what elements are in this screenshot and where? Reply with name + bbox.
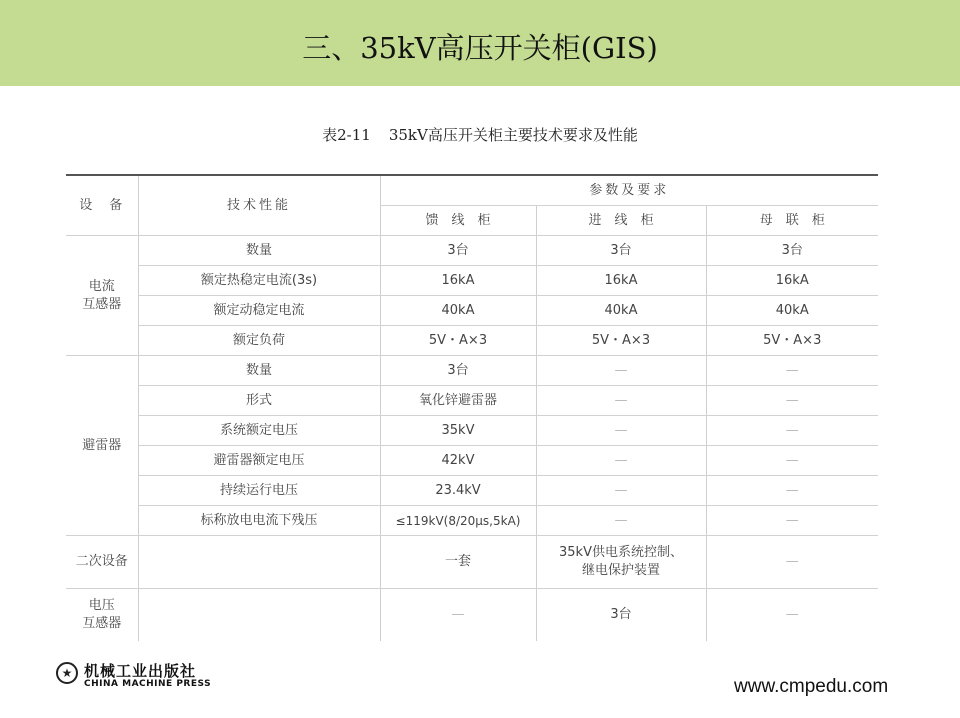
value-cell: — — [706, 416, 878, 446]
feature-cell — [138, 589, 380, 642]
table-row — [66, 236, 878, 266]
feature-cell — [138, 536, 380, 589]
feature-cell: 持续运行电压 — [138, 476, 380, 506]
publisher-url[interactable]: www.cmpedu.com — [734, 676, 889, 697]
table-caption — [0, 124, 960, 145]
value-cell: 35kV — [380, 416, 536, 446]
feature-cell: 系统额定电压 — [138, 416, 380, 446]
value-cell: 16kA — [706, 266, 878, 296]
feature-cell: 数量 — [138, 356, 380, 386]
table-row — [66, 536, 878, 589]
header-buscoupler: 母 联 柜 — [706, 206, 878, 236]
value-cell: — — [706, 446, 878, 476]
value-cell: 氧化锌避雷器 — [380, 386, 536, 416]
value-cell: — — [706, 506, 878, 536]
publisher-name-en: CHINA MACHINE PRESS — [84, 679, 212, 689]
feature-cell: 额定负荷 — [138, 326, 380, 356]
value-cell: — — [536, 476, 706, 506]
publisher-name-cn: 机械工业出版社 — [84, 662, 197, 680]
value-cell: 42kV — [380, 446, 536, 476]
value-cell: 16kA — [536, 266, 706, 296]
value-cell: 40kA — [536, 296, 706, 326]
table-row — [66, 326, 878, 356]
header-feature: 技术性能 — [138, 175, 380, 236]
group-voltage-transformer: 电压 互感器 — [66, 589, 138, 642]
table-row — [66, 386, 878, 416]
value-cell: — — [706, 536, 878, 589]
table-row — [66, 296, 878, 326]
group-current-transformer: 电流 互感器 — [66, 236, 138, 356]
table-row — [66, 446, 878, 476]
value-cell: — — [536, 386, 706, 416]
value-cell: 3台 — [536, 236, 706, 266]
table-number: 表2-11 — [322, 126, 371, 144]
header-feeder: 馈 线 柜 — [380, 206, 536, 236]
spec-table — [66, 174, 878, 641]
feature-cell: 数量 — [138, 236, 380, 266]
value-cell: 5V・A×3 — [706, 326, 878, 356]
value-cell: — — [536, 446, 706, 476]
publisher-emblem-icon: ★ — [56, 662, 78, 684]
header-params: 参数及要求 — [380, 175, 878, 206]
feature-cell: 标称放电电流下残压 — [138, 506, 380, 536]
value-cell: — — [536, 506, 706, 536]
value-cell: 3台 — [380, 236, 536, 266]
table-row — [66, 476, 878, 506]
value-cell: 3台 — [380, 356, 536, 386]
value-cell: ≤119kV(8/20μs,5kA) — [380, 506, 536, 536]
value-cell: — — [706, 356, 878, 386]
value-cell: — — [706, 386, 878, 416]
value-cell: — — [706, 476, 878, 506]
value-cell: — — [706, 589, 878, 642]
table-caption-text: 35kV高压开关柜主要技术要求及性能 — [388, 126, 638, 144]
table-header-row — [66, 175, 878, 206]
value-cell: 5V・A×3 — [380, 326, 536, 356]
value-cell: 23.4kV — [380, 476, 536, 506]
feature-cell: 额定动稳定电流 — [138, 296, 380, 326]
value-cell: — — [536, 416, 706, 446]
value-cell: 35kV供电系统控制、 继电保护装置 — [536, 536, 706, 589]
header-device: 设 备 — [66, 175, 138, 236]
feature-cell: 额定热稳定电流(3s) — [138, 266, 380, 296]
table-row — [66, 356, 878, 386]
table-row — [66, 266, 878, 296]
title-bar — [0, 0, 960, 86]
feature-cell: 形式 — [138, 386, 380, 416]
table-row — [66, 506, 878, 536]
group-secondary-equipment: 二次设备 — [66, 536, 138, 589]
value-cell: 3台 — [706, 236, 878, 266]
value-cell: 40kA — [380, 296, 536, 326]
value-cell: 16kA — [380, 266, 536, 296]
value-cell: — — [380, 589, 536, 642]
value-cell: 一套 — [380, 536, 536, 589]
feature-cell: 避雷器额定电压 — [138, 446, 380, 476]
header-incoming: 进 线 柜 — [536, 206, 706, 236]
value-cell: 5V・A×3 — [536, 326, 706, 356]
value-cell: — — [536, 356, 706, 386]
value-cell: 40kA — [706, 296, 878, 326]
table-row — [66, 589, 878, 642]
publisher-logo — [56, 662, 226, 692]
value-cell: 3台 — [536, 589, 706, 642]
group-arrester: 避雷器 — [66, 356, 138, 536]
table-row — [66, 416, 878, 446]
slide-title: 三、35kV高压开关柜(GIS) — [302, 31, 658, 65]
